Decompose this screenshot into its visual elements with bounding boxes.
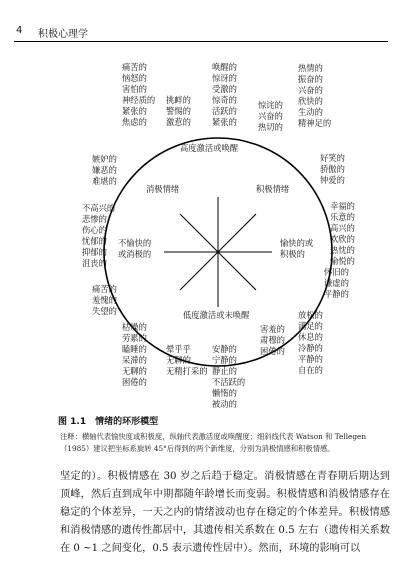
label-unpleasant: 不愉快的 或消极的 — [118, 238, 152, 259]
words-top-center: 唤醒的 惊讶的 受激的 惊奇的 活跃的 紧张的 — [212, 62, 237, 127]
page-number: 4 — [16, 25, 23, 36]
label-positive-affect: 积极情绪 — [256, 184, 290, 194]
running-header-title: 积极心理学 — [38, 29, 88, 40]
words-left-upper: 嫉妒的 嫌恶的 难堪的 — [92, 154, 117, 186]
words-left-middle: 不高兴的 悲惨的 伤心的 忧郁的 抑郁的 沮丧的 — [82, 203, 116, 268]
words-bottom-right-inner: 害羞的 肃穆的 困倦的 — [260, 324, 285, 356]
label-low-arousal: 低度激活或未唤醒 — [183, 310, 250, 320]
label-pleasant: 愉快的或 积极的 — [280, 238, 314, 259]
words-right-lower: 怀旧的 谦虚的 平静的 — [324, 267, 349, 299]
words-bottom-right-outer: 放松的 满足的 休息的 冷静的 平静的 自在的 — [298, 310, 323, 375]
figure-note: 注释：横轴代表愉快度或积极度，纵轴代表激活度或唤醒度；细斜线代表 Watson 和 Tellegen（1985）建议把坐标系旋转 45°后得到的两个新维度，分别为消极情感和积极情感。 — [60, 432, 367, 453]
words-left-lower: 痛苦的 羞愧的 失望的 — [92, 284, 117, 316]
figure-caption: 图 1.1 情绪的环形模型 — [58, 417, 159, 427]
body-paragraph: 坚定的）。积极情感在 30 岁之后趋于稳定。消极情感在青春期后期达到顶峰，然后直到成年中期都随年龄增长而变弱。积极情感和消极情感存在稳定的个体差异，一天之内的情绪波动也存在稳定的个体差异。积极情感和消极情感的遗传性都居中，其遗传相关系数在 0.5 左右（遗传相关系数在 0 ~1 之间变化，0.5 表示遗传性居中）。然而，环境的影响可以 — [60, 471, 390, 554]
words-bottom-left-outer: 枯燥的 劳累的 瞌睡的 呆滞的 无聊的 困倦的 — [122, 322, 147, 387]
label-negative-affect: 消极情绪 — [146, 184, 180, 194]
words-top-left-inner: 挑衅的 警惕的 激惹的 — [166, 95, 191, 127]
words-bottom-center: 安静的 宁静的 静止的 不活跃的 懒惰的 被动的 — [212, 344, 246, 409]
label-high-arousal: 高度激活或唤醒 — [180, 143, 239, 153]
words-right-middle: 幸福的 乐意的 高兴的 欢欣的 热忱的 愉悦的 — [330, 201, 355, 266]
words-right-upper: 好笑的 骄傲的 钟爱的 — [320, 153, 345, 185]
words-top-right-inner: 惊诧的 兴奋的 热切的 — [258, 100, 283, 132]
words-bottom-left-inner: 晕乎乎 无聊的 无精打采的 — [166, 344, 208, 376]
words-top-right-outer: 热情的 振奋的 兴奋的 欣快的 生动的 精神足的 — [298, 63, 332, 128]
words-top-left-outer: 痛苦的 恼怒的 害怕的 神经质的 紧张的 焦虑的 — [122, 62, 156, 127]
